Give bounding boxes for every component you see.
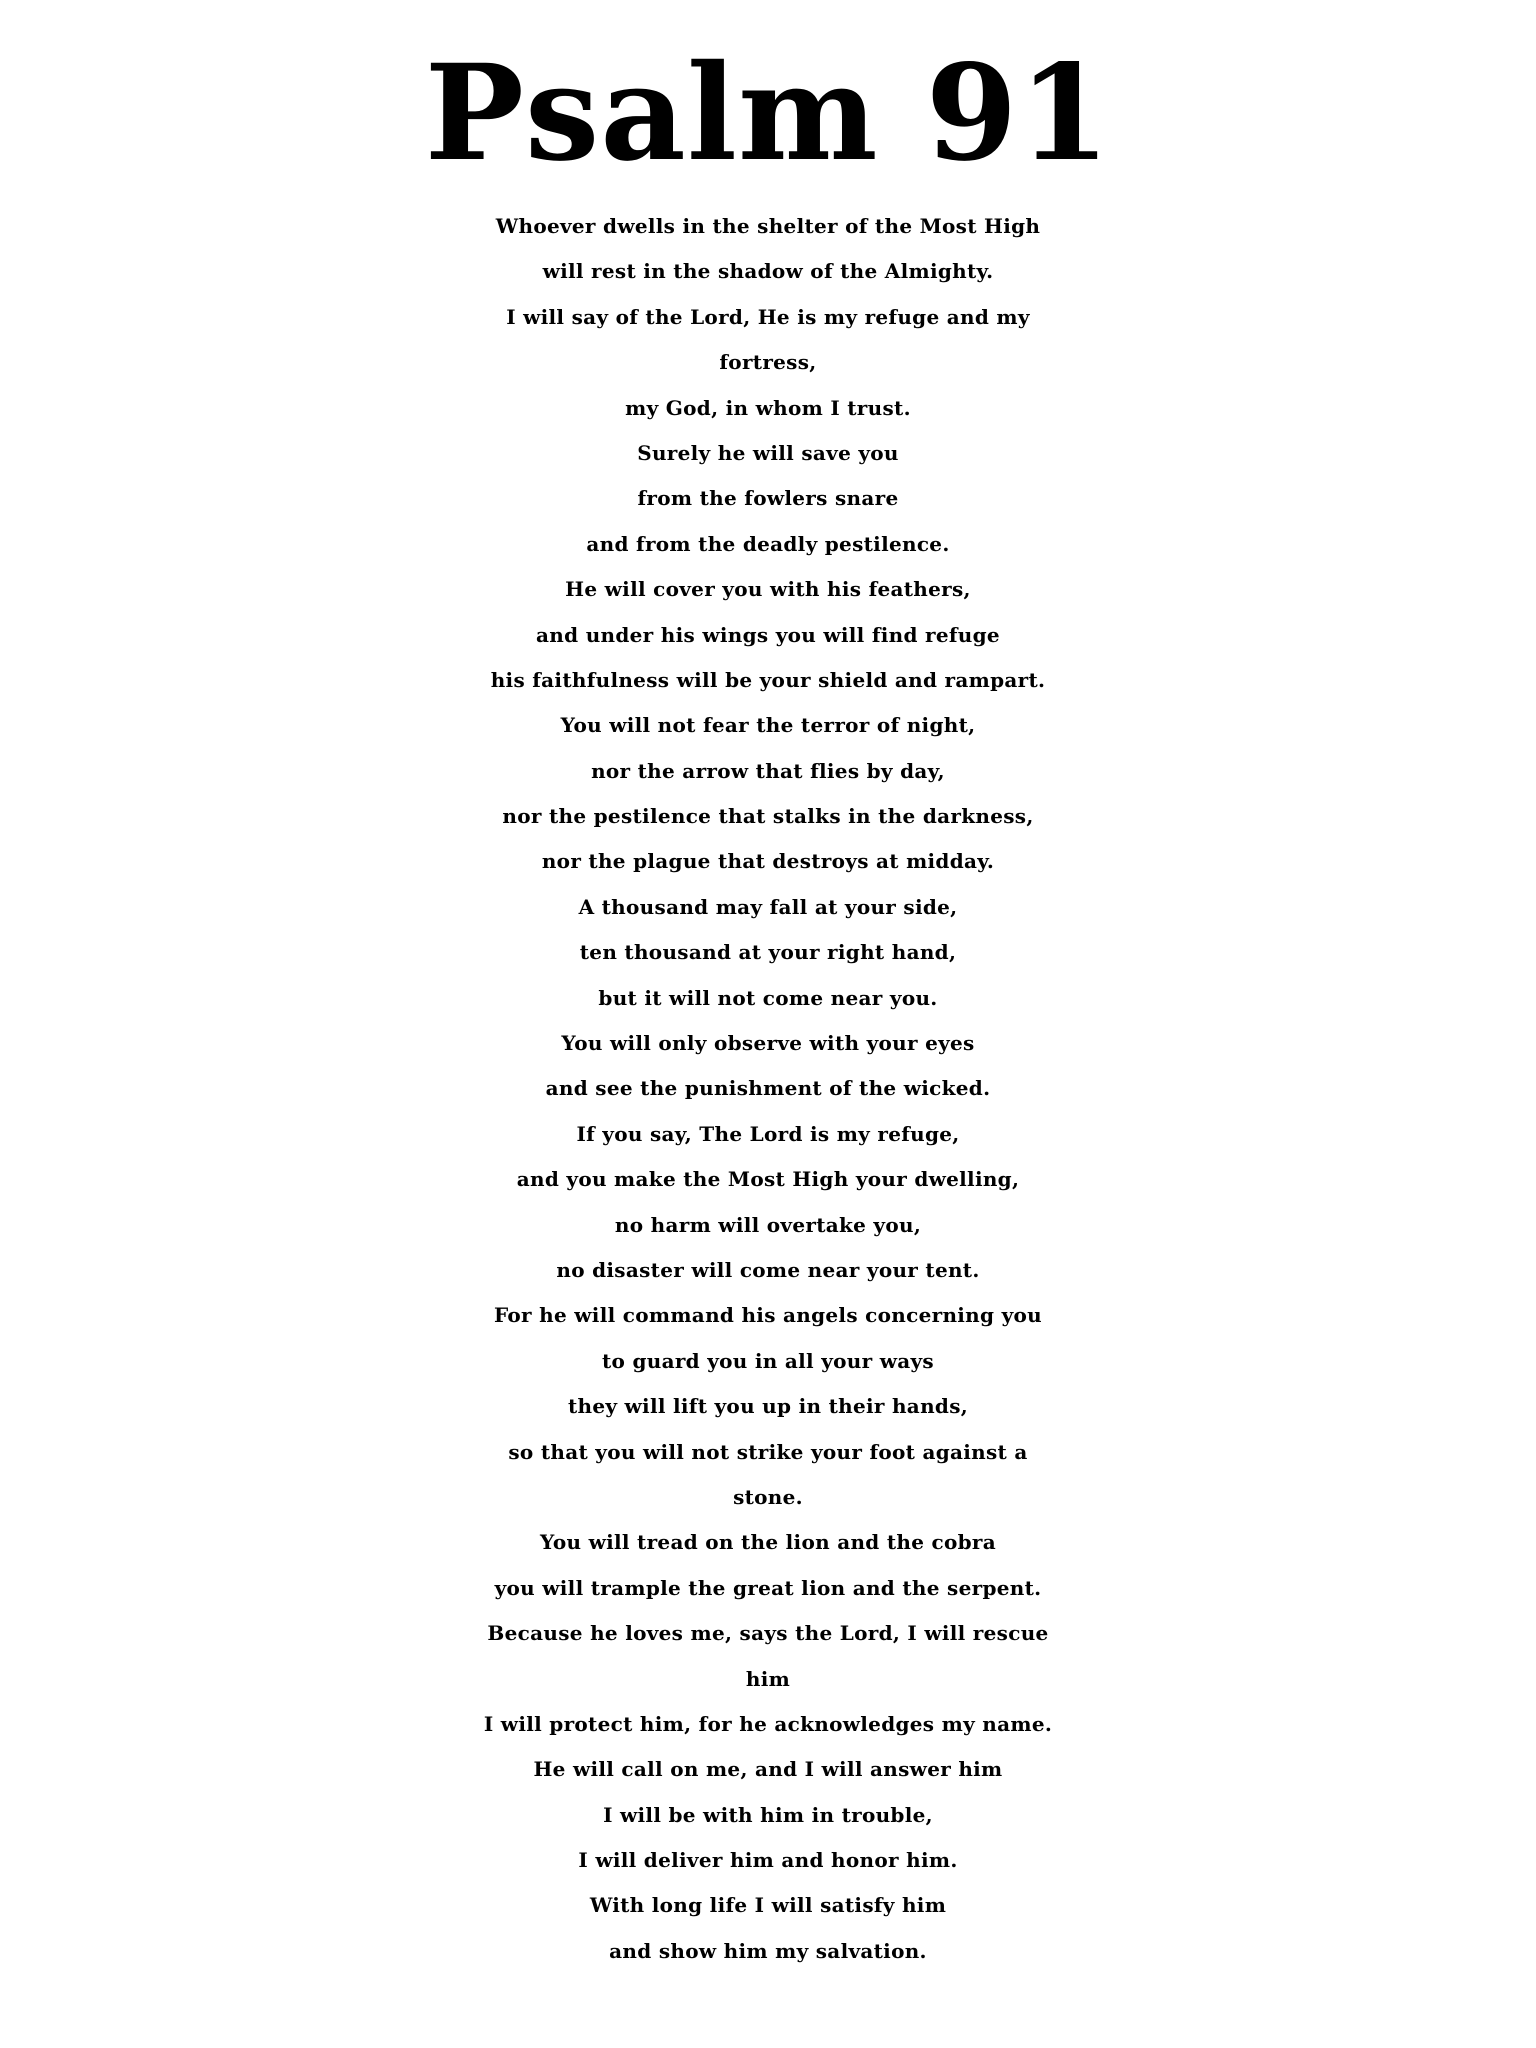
poem-line: You will not fear the terror of night, [560,713,976,738]
poem-line: Surely he will save you [637,440,899,465]
poem-line: they will lift you up in their hands, [567,1394,969,1419]
poem-line: no disaster will come near your tent. [556,1257,980,1282]
poem-line: A thousand may fall at your side, [578,894,958,919]
poem-line: and under his wings you will find refuge [536,622,1000,647]
poem-line: You will tread on the lion and the cobra [539,1530,997,1555]
poem-line: and from the deadly pestilence. [586,531,950,556]
poem-line: ten thousand at your right hand, [579,940,957,965]
poem-line: his faithfulness will be your shield and rampart. [490,667,1046,692]
poem-line: no harm will overtake you, [614,1212,922,1237]
poem-line: Whoever dwells in the shelter of the Most High [495,214,1041,238]
poem-line: If you say, The Lord is my refuge, [576,1121,960,1146]
poem-line: will rest in the shadow of the Almighty. [542,259,994,284]
poem-line: I will say of the Lord, He is my refuge and my [506,304,1030,329]
poem-line: but it will not come near you. [598,985,938,1010]
poem-line: him [745,1666,791,1691]
poem-line: nor the pestilence that stalks in the darkness, [502,804,1034,829]
poem-line: fortress, [719,350,817,375]
page-title: Psalm 91 [424,36,1112,191]
poem-line: He will call on me, and I will answer him [533,1757,1003,1782]
poem-line: from the fowlers snare [637,486,899,511]
poem-line: For he will command his angels concerning you [494,1303,1042,1328]
poem-line: I will protect him, for he acknowledges my name. [483,1711,1053,1736]
poem-line: my God, in whom I trust. [625,395,911,420]
poem-line: and show him my salvation. [609,1938,927,1963]
poem-line: Because he loves me, says the Lord, I will rescue [487,1621,1049,1646]
poem-line: With long life I will satisfy him [589,1893,947,1918]
poem-line: He will cover you with his feathers, [565,577,971,602]
poem-line: nor the arrow that flies by day, [591,758,945,783]
poem-line: to guard you in all your ways [602,1348,934,1373]
poem-lines [0,204,1536,1974]
poem-line: you will trample the great lion and the serpent. [494,1575,1042,1600]
poem-line: and see the punishment of the wicked. [545,1076,991,1101]
poem-line: I will be with him in trouble, [603,1802,933,1827]
poem-line: nor the plague that destroys at midday. [541,849,995,874]
poem-line: so that you will not strike your foot against a [508,1439,1028,1464]
poem-line: You will only observe with your eyes [561,1031,975,1056]
poem-line: and you make the Most High your dwelling, [516,1167,1020,1192]
poem-line: stone. [733,1484,803,1509]
poem-line: I will deliver him and honor him. [578,1848,958,1873]
